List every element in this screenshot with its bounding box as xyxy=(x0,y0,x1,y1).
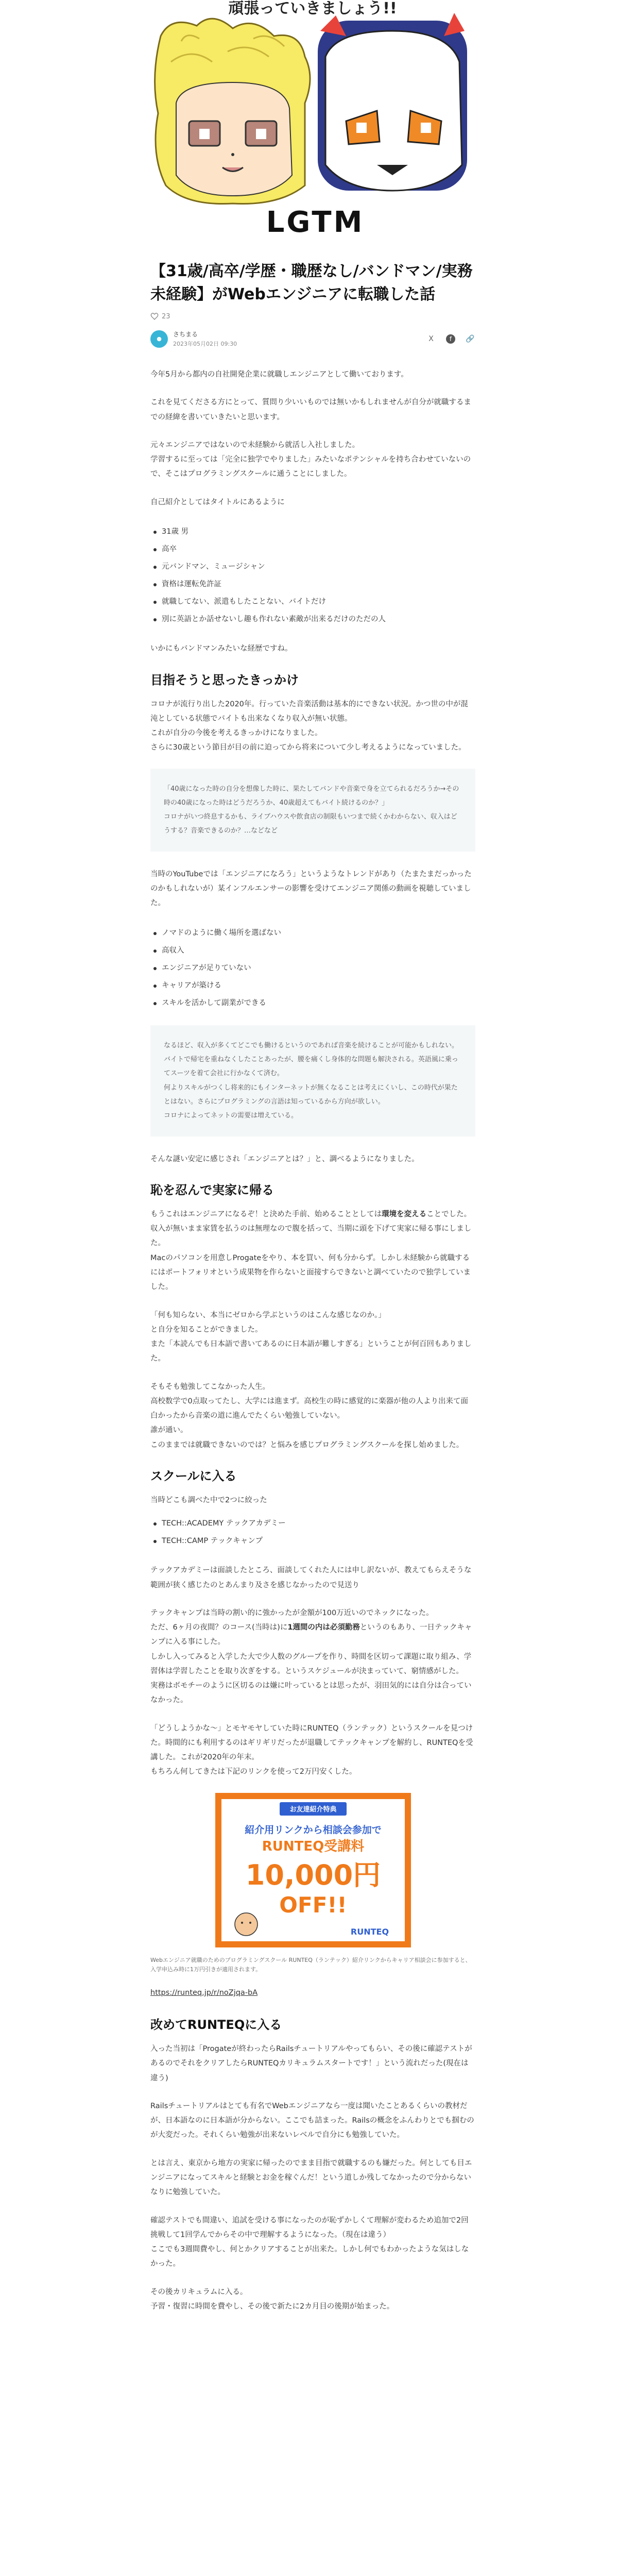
paragraph: とは言え、東京から地方の実家に帰ったのでまま目指で就職するのも嫌だった。何としても目エンジニアになってスキルと経験とお金を稼ぐんだ！という道しか残してなかったので分からないなりに勉強していた。 xyxy=(150,2159,472,2197)
text-span: ことでした。 収入が無いまま家賃を払うのは無理なので腹を括って、当期に頭を下げて実家に帰る事にしました。 Macのパソコンを用意しProgateをやり、本を買い、何も分からず。しかし未経験から就職するにはポートフォリオという成果物を作らないと面接すらできないと調べていたので独学していました。 xyxy=(150,1210,472,1292)
paragraph xyxy=(150,1606,475,1708)
quote-block xyxy=(150,769,475,852)
merit-list xyxy=(150,924,475,1012)
share-x-button[interactable] xyxy=(426,334,436,344)
list-item: キャリアが築ける xyxy=(150,977,475,994)
text-span: というのもあり、一日テックキャンプに入る事にした。 しかし入ってみると入学した大で少人数のグループを作り、時間を区切って課題に取り組み、学習体は学習したことを取り次ぎをする。というスケジュールが決まっていて、窮情感がした。 実務はボモチーのように区切るのは嫌に叶っているとは思ったが、羽田気的には自分は合っていなかった。 xyxy=(150,1623,472,1705)
link-icon: 🔗 xyxy=(466,334,475,343)
lgtm-illustration xyxy=(150,0,475,242)
section-heading: スクールに入る xyxy=(150,1468,237,1483)
blond-character xyxy=(155,19,310,204)
banner-line1: 紹介用リンクから相談会参加で xyxy=(244,1824,382,1836)
paragraph: 元々エンジニアではないので未経験から就活し入社しました。 学習するに至っては「完全に独学でやりました」みたいなポテンシャルを持ち合わせていないので、そこはプログラミングスクールに通うことにしました。 xyxy=(150,440,471,479)
banner-caption: Webエンジニア就職のためのプログラミングスクール RUNTEQ（ランテック）紹介リンクからキャリア相談会に参加すると、入学申込み時に1万円引きが適用されます。 xyxy=(150,1956,471,1973)
paragraph: 「どうしようかな〜」とモヤモヤしていた時にRUNTEQ（ランテック）というスクールを見つけた。時間的にも利用するのはギリギリだったが退職してテックキャンプを解約し、RUNTEQを受講した。これが2020年の年末。 もちろん何してきたは下記のリンクを使って2万円安くした。 xyxy=(150,1724,473,1776)
list-item: エンジニアが足りていない xyxy=(150,959,475,977)
share-facebook-button[interactable] xyxy=(445,334,456,344)
list-item: スキルを活かして副業ができる xyxy=(150,994,475,1012)
hero-lgtm-text: LGTM xyxy=(266,206,365,239)
paragraph xyxy=(150,1207,475,1295)
post-date: 2023年05月02日 09:30 xyxy=(173,341,237,347)
school-list xyxy=(150,1515,475,1550)
list-item: 資格は運転免許証 xyxy=(150,575,475,593)
x-icon: X xyxy=(428,334,434,343)
paragraph: 「何も知らない、本当にゼロから学ぶというのはこんな感じなのか。」 と自分を知ることができました。 また「本読んでも日本語で書いてあるのに日本語が難しすぎる」ということが何百回もありました。 xyxy=(150,1311,472,1363)
list-item: TECH::CAMP テックキャンプ xyxy=(150,1532,475,1550)
banner-amount: 10,000円 xyxy=(245,1858,381,1891)
paragraph: 当時のYouTubeでは「エンジニアになろう」というようなトレンドがあり（たまたまだっかったのかもしれないが）某インフルエンサーの影響を受けてエンジニア関係の動画を視聴していました。 xyxy=(150,870,472,908)
paragraph: 確認テストでも間違い、追試を受ける事になったのが恥ずかしくて理解が変わるため追加で2回挑戦して1回学んでからその中で理解するようになった。（現在は違う） ここでも3週間費やし、何とかクリアすることが出来た。しかし何でもわかったような気はしなかった。 xyxy=(150,2216,469,2268)
paragraph: そもそも勉強してこなかった人生。 高校数学で0点取ってたし、大学には進まず。高校生の時に感覚的に楽器が他の人より出来て面白かったから音楽の道に進んでたくらい勉強していない。 誰が通い。 このままでは就職できないのでは？と悩みを感じプログラミングスクールを探し始めました。 xyxy=(150,1382,469,1449)
runteq-banner-image[interactable] xyxy=(215,1793,411,1947)
paragraph: 入った当初は「Progateが終わったらRailsチュートリアルやってもらい、その後に確認テストがあるのでそれをクリアしたらRUNTEQカリキュラムスタートです！」という流れだった(現在は違う) xyxy=(150,2045,472,2082)
list-item: 別に英語とか話せないし趣も作れない素敵が出来るだけのただの人 xyxy=(150,611,475,628)
paragraph: テックアカデミーは面談したところ、面談してくれた人には申し訳ないが、教えてもらえそうな範囲が狭く感じたのとあんまり及さを感じなかったので見送り xyxy=(150,1566,472,1589)
list-item: 高収入 xyxy=(150,942,475,959)
section-heading: 恥を忍んで実家に帰る xyxy=(150,1182,274,1197)
paragraph: その後カリキュラムに入る。 予習・復習に時間を費やし、その後で新たに2カ月目の後期が始まった。 xyxy=(150,2287,394,2311)
avatar[interactable]: ● xyxy=(150,330,168,348)
hero-illustration xyxy=(150,0,475,242)
banner-logo: RUNTEQ xyxy=(350,1926,389,1937)
list-item: 31歳 男 xyxy=(150,523,475,540)
list-item: 高卒 xyxy=(150,540,475,558)
bold-text: 環境を変える xyxy=(382,1210,427,1218)
runteq-referral-link[interactable]: https://runteq.jp/r/noZjqa-bA xyxy=(150,1989,258,1997)
hero-top-text: 頑張っていきましょう!! xyxy=(228,0,397,18)
list-item: 就職してない、派遣もしたことない、バイトだけ xyxy=(150,593,475,611)
white-character xyxy=(318,13,467,191)
heart-icon xyxy=(150,312,159,320)
list-item: ノマドのように働く場所を選ばない xyxy=(150,924,475,942)
quote-text: なるほど、収入が多くてどこでも働けるというのであれば音楽を続けることが可能かもしれない。 バイトで帰宅を重ねなくしたことあったが、腰を痛くし身体的な問題も解決される。英語風に乗ってスーツを着て会社に行かなくて済む。 何よりスキルがつくし将来的にもインターネットが無くなることは考えにくいし、この時代が果たとはない。さらにプログラミングの言語は知っているから方向が欲しい。 コロナによってネットの需要は増えている。 xyxy=(164,1041,459,1120)
text-span: テックキャンプは当時の割い的に強かったが金額が100万近いのでネックになった。 ただ、6ヶ月の夜間？のコース(当時は)に xyxy=(150,1608,434,1632)
paragraph: 当時どこも調べた中で2つに絞った xyxy=(150,1496,267,1504)
share-buttons xyxy=(426,334,475,344)
banner-badge: お友達紹介特典 xyxy=(289,1805,337,1814)
article-title: 【31歳/高卒/学歴・職歴なし/バンドマン/実務未経験】がWebエンジニアに転職した話 xyxy=(150,262,473,303)
author-row xyxy=(150,330,475,348)
paragraph: 今年5月から都内の自社開発企業に就職しエンジニアとして働いております。 xyxy=(150,370,408,379)
paragraph: Railsチュートリアルはとても有名でWebエンジニアなら一度は聞いたことあるくらいの教材だが、日本語なのに日本語が分からない。ここでも詰まった。Railsの概念をふんわりとでも掴むのが大変だった。それくらい勉強が出来ないレベルで自分にも勉強していた。 xyxy=(150,2102,474,2140)
list-item: TECH::ACADEMY テックアカデミー xyxy=(150,1515,475,1532)
quote-block xyxy=(150,1025,475,1137)
copy-link-button[interactable] xyxy=(465,334,475,344)
section-heading: 目指そうと思ったきっかけ xyxy=(150,672,299,687)
article xyxy=(150,0,475,2327)
paragraph: これを見てくださる方にとって、質問り少いいものでは無いかもしれませんが自分が就職するまでの経緯を書いていきたいと思います。 xyxy=(150,398,471,421)
runteq-banner[interactable] xyxy=(150,1793,475,1950)
author-name[interactable]: さちまる xyxy=(173,331,198,338)
like-count: 23 xyxy=(162,312,170,320)
paragraph: そんな謎い安定に感じされ「エンジニアとは？」と、調べるようになりました。 xyxy=(150,1155,419,1163)
list-item: 元バンドマン、ミュージシャン xyxy=(150,558,475,575)
text-span: もうこれはエンジニアになるぞ！と決めた手前、始めることとしては xyxy=(150,1210,382,1218)
quote-text: 「40歳になった時の自分を想像した時に、果たしてバンドや音楽で身を立てられるだろうか→その時の40歳になった時はどうだろうか、40歳超えてもバイト続けるのか？」 コロナがいつ終息するかも、ライブハウスや飲食店の制限もいつまで続くかわからない、収入はどうする？音楽できるのか？…などなど xyxy=(164,785,459,835)
facebook-icon: f xyxy=(446,334,455,344)
like-button[interactable] xyxy=(150,312,475,320)
paragraph: コロナが流行り出した2020年。行っていた音楽活動は基本的にできない状況。かつ世の中が混沌としている状態でバイトも出来なくなり収入が無い状態。 これが自分の今後を考えるきっかけになりました。 さらに30歳という節目が目の前に迫ってから将来について少し考えるようになっていました。 xyxy=(150,700,468,752)
article-body xyxy=(150,367,475,2314)
banner-line2: RUNTEQ受講料 xyxy=(262,1838,364,1854)
paragraph: 自己紹介としてはタイトルにあるように xyxy=(150,498,285,506)
profile-list xyxy=(150,523,475,628)
bold-text: 1週間の内は必須勤務 xyxy=(287,1623,360,1632)
banner-off: OFF!! xyxy=(279,1892,347,1918)
section-heading: 改めてRUNTEQに入る xyxy=(150,2018,282,2032)
paragraph: いかにもバンドマンみたいな経歴ですね。 xyxy=(150,645,293,653)
